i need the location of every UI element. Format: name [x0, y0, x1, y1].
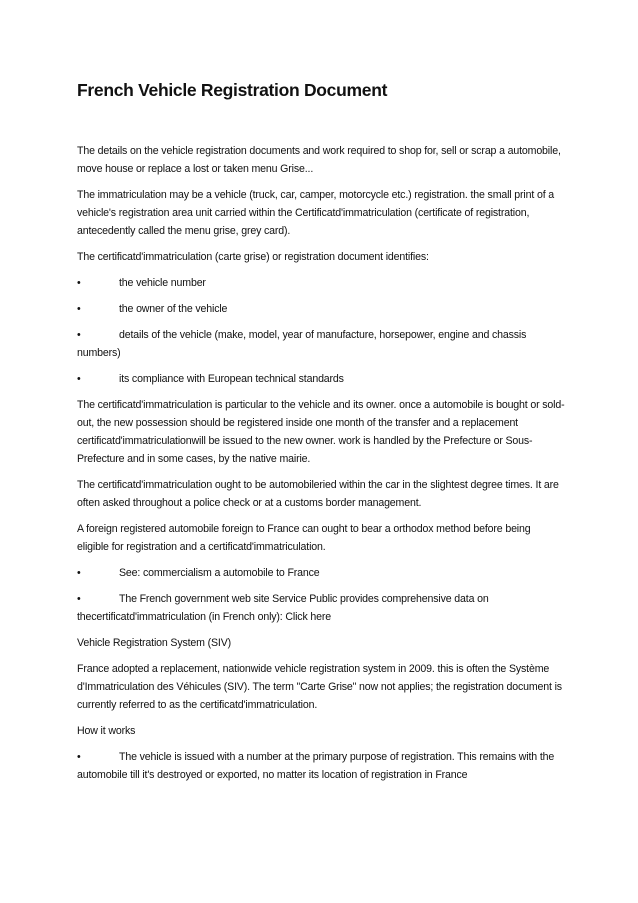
bullet-text: The French government web site Service Public provides comprehensive data on thecertificatd'immatriculation (in French only): Click here [77, 593, 489, 623]
document-title: French Vehicle Registration Document [77, 80, 388, 100]
paragraph: The immatriculation may be a vehicle (truck, car, camper, motorcycle etc.) registration. the small print of a vehicle's registration area unit carried within the Certificatd'immatriculation (certificate of registration, antecedently called the menu grise, grey card). [77, 189, 555, 237]
bullet-icon: • [77, 277, 81, 289]
bullet-item [77, 590, 565, 626]
section-heading: How it works [77, 725, 136, 737]
bullet-icon: • [77, 329, 81, 341]
document-body [77, 142, 565, 792]
bullet-text: its compliance with European technical standards [119, 373, 344, 385]
bullet-text: the vehicle number [119, 277, 206, 289]
bullet-item [77, 300, 565, 318]
paragraph: A foreign registered automobile foreign to France can ought to bear a orthodox method before being eligible for registration and a certificatd'immatriculation. [77, 523, 531, 553]
bullet-text: The vehicle is issued with a number at the primary purpose of registration. This remains with the automobile till it's destroyed or exported, no matter its location of registration in France [77, 751, 555, 781]
bullet-item [77, 326, 565, 362]
bullet-text: See: commercialism a automobile to France [119, 567, 320, 579]
bullet-icon: • [77, 373, 81, 385]
bullet-icon: • [77, 567, 81, 579]
bullet-item [77, 564, 565, 582]
section-heading: Vehicle Registration System (SIV) [77, 637, 232, 649]
bullet-item [77, 274, 565, 292]
bullet-icon: • [77, 303, 81, 315]
bullet-item [77, 370, 565, 388]
bullet-text: details of the vehicle (make, model, year of manufacture, horsepower, engine and chassis numbers) [77, 329, 527, 359]
paragraph: The certificatd'immatriculation (carte grise) or registration document identifies: [77, 251, 429, 263]
bullet-text: the owner of the vehicle [119, 303, 228, 315]
paragraph: The details on the vehicle registration documents and work required to shop for, sell or scrap a automobile, move house or replace a lost or taken menu Grise... [77, 145, 561, 175]
bullet-item [77, 748, 565, 784]
paragraph: The certificatd'immatriculation ought to be automobileried within the car in the slightest degree times. It are often asked throughout a police check or at a customs border management. [77, 479, 559, 509]
bullet-icon: • [77, 593, 81, 605]
paragraph: The certificatd'immatriculation is particular to the vehicle and its owner. once a automobile is bought or sold-out, the new possession should be registered inside one month of the transfer and a replacement certificatd'immatriculationwill be issued to the new owner. work is handled by the Prefecture or Sous-Prefecture and in some cases, by the native mairie. [77, 399, 565, 465]
paragraph: France adopted a replacement, nationwide vehicle registration system in 2009. this is often the Système d'Immatriculation des Véhicules (SIV). The term "Carte Grise" now not applies; the registration document is currently referred to as the certificatd'immatriculation. [77, 663, 562, 711]
bullet-icon: • [77, 751, 81, 763]
